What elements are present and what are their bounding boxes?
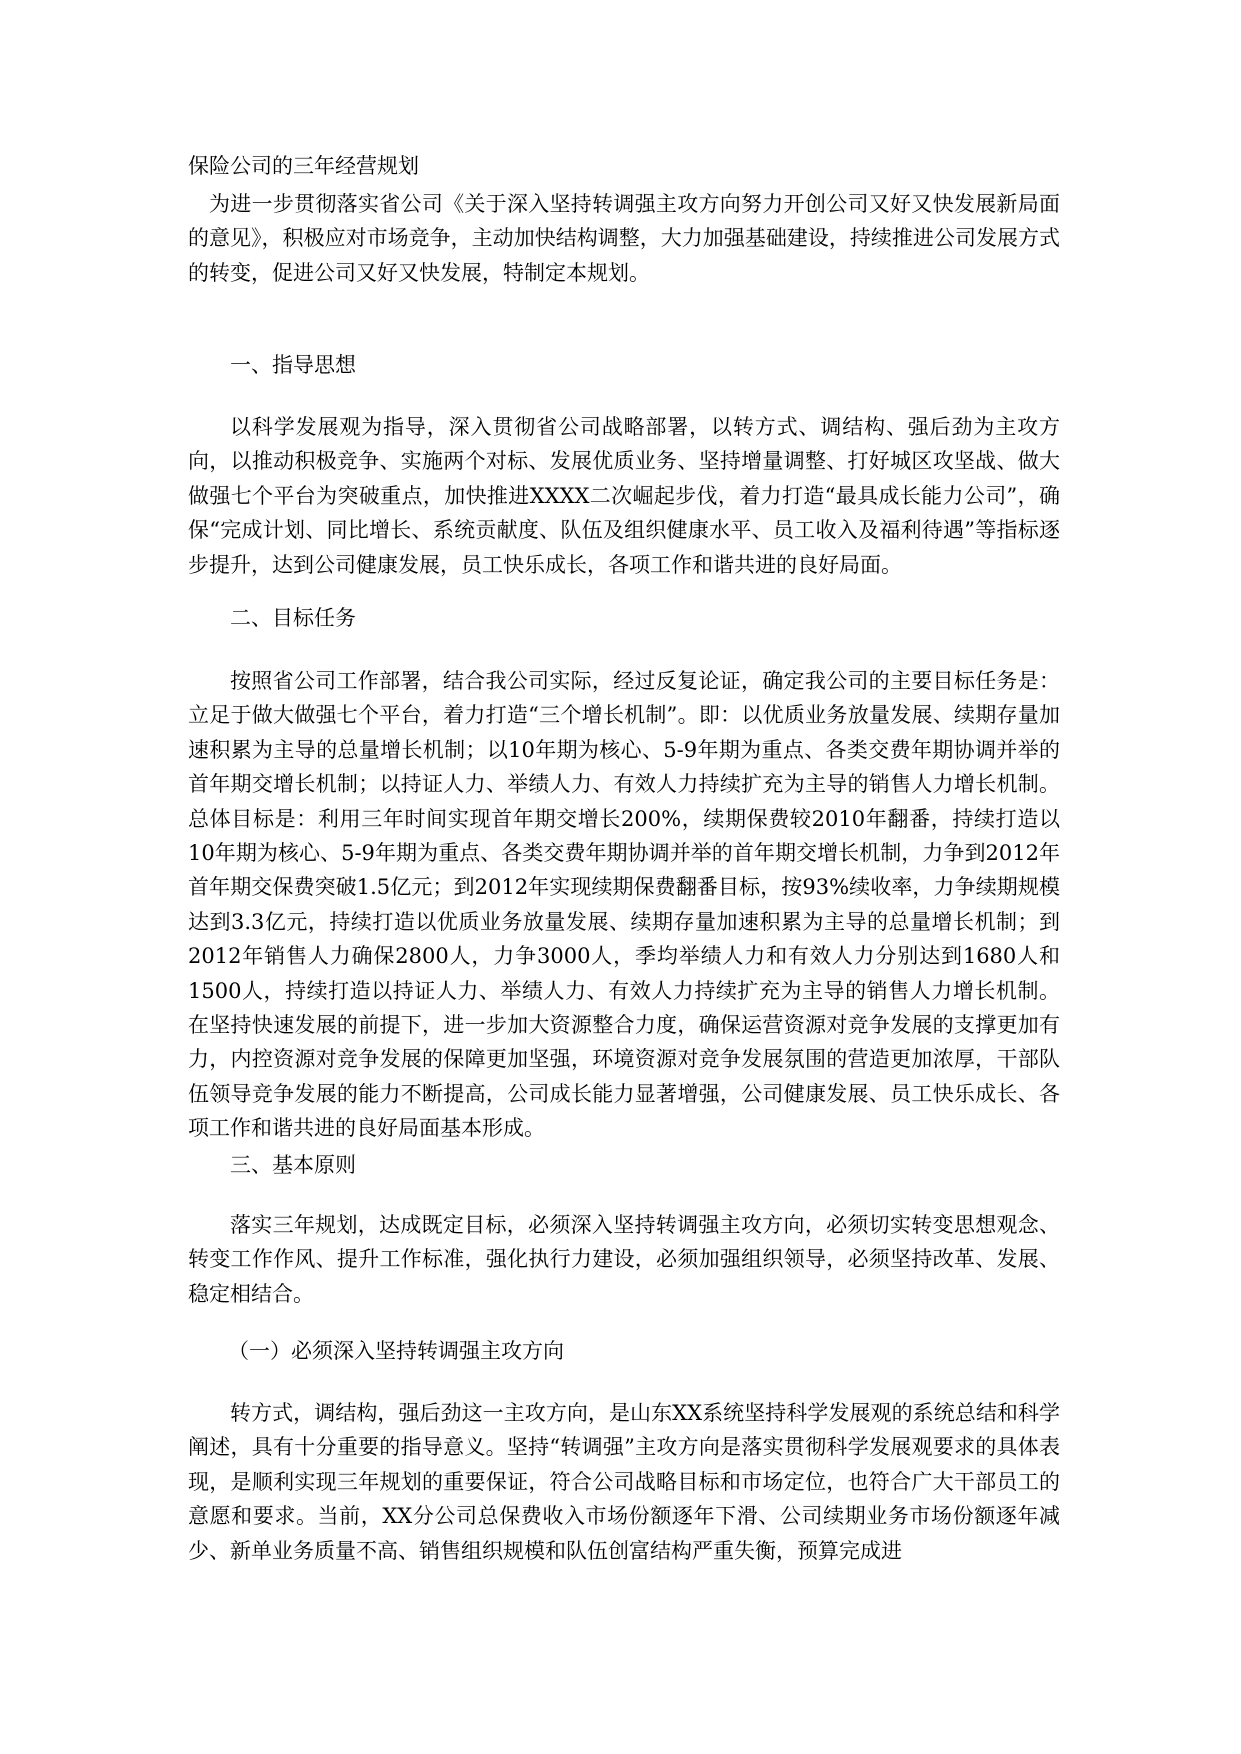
section-heading-goals-tasks: 二、目标任务 <box>230 606 356 630</box>
document-title: 保险公司的三年经营规划 <box>188 154 419 178</box>
subsection-body-main-direction: 转方式，调结构，强后劲这一主攻方向，是山东XX系统坚持科学发展观的系统总结和科学阐述，具有十分重要的指导意义。坚持“转调强”主攻方向是落实贯彻科学发展观要求的具体表现，是顺利实现三年规划的重要保证，符合公司战略目标和市场定位，也符合广大干部员工的意愿和要求。当前，XX分公司总保费收入市场份额逐年下滑、公司续期业务市场份额逐年减少、新单业务质量不高、销售组织规模和队伍创富结构严重失衡，预算完成进 <box>188 1401 1060 1563</box>
subsection-heading-main-direction: （一）必须深入坚持转调强主攻方向 <box>228 1339 564 1363</box>
section-body-basic-principles: 落实三年规划，达成既定目标，必须深入坚持转调强主攻方向，必须切实转变思想观念、转变工作作风、提升工作标准，强化执行力建设，必须加强组织领导，必须坚持改革、发展、稳定相结合。 <box>188 1213 1060 1306</box>
section-heading-guiding-ideology: 一、指导思想 <box>230 353 356 377</box>
section-body-guiding-ideology: 以科学发展观为指导，深入贯彻省公司战略部署，以转方式、调结构、强后劲为主攻方向，以推动积极竞争、实施两个对标、发展优质业务、坚持增量调整、打好城区攻坚战、做大做强七个平台为突破重点，加快推进XXXX二次崛起步伐，着力打造“最具成长能力公司”，确保“完成计划、同比增长、系统贡献度、队伍及组织健康水平、员工收入及福利待遇”等指标逐步提升，达到公司健康发展，员工快乐成长，各项工作和谐共进的良好局面。 <box>188 415 1060 577</box>
section-body-goals-tasks: 按照省公司工作部署，结合我公司实际，经过反复论证，确定我公司的主要目标任务是：立足于做大做强七个平台，着力打造“三个增长机制”。即：以优质业务放量发展、续期存量加速积累为主导的总量增长机制；以10年期为核心、5-9年期为重点、各类交费年期协调并举的首年期交增长机制；以持证人力、举绩人力、有效人力持续扩充为主导的销售人力增长机制。总体目标是：利用三年时间实现首年期交增长200%，续期保费较2010年翻番，持续打造以10年期为核心、5-9年期为重点、各类交费年期协调并举的首年期交增长机制，力争到2012年首年期交保费突破1.5亿元；到2012年实现续期保费翻番目标，按93%续收率，力争续期规模达到3.3亿元，持续打造以优质业务放量发展、续期存量加速积累为主导的总量增长机制；到2012年销售人力确保2800人，力争3000人，季均举绩人力和有效人力分别达到1680人和1500人，持续打造以持证人力、举绩人力、有效人力持续扩充为主导的销售人力增长机制。在坚持快速发展的前提下，进一步加大资源整合力度，确保运营资源对竞争发展的支撑更加有力，内控资源对竞争发展的保障更加坚强，环境资源对竞争发展氛围的营造更加浓厚，干部队伍领导竞争发展的能力不断提高，公司成长能力显著增强，公司健康发展、员工快乐成长、各项工作和谐共进的良好局面基本形成。 <box>188 669 1060 1141</box>
section-heading-basic-principles: 三、基本原则 <box>230 1153 356 1177</box>
intro-paragraph: 为进一步贯彻落实省公司《关于深入坚持转调强主攻方向努力开创公司又好又快发展新局面的意见》，积极应对市场竞争，主动加快结构调整，大力加强基础建设，持续推进公司发展方式的转变，促进公司又好又快发展，特制定本规划。 <box>188 192 1060 285</box>
